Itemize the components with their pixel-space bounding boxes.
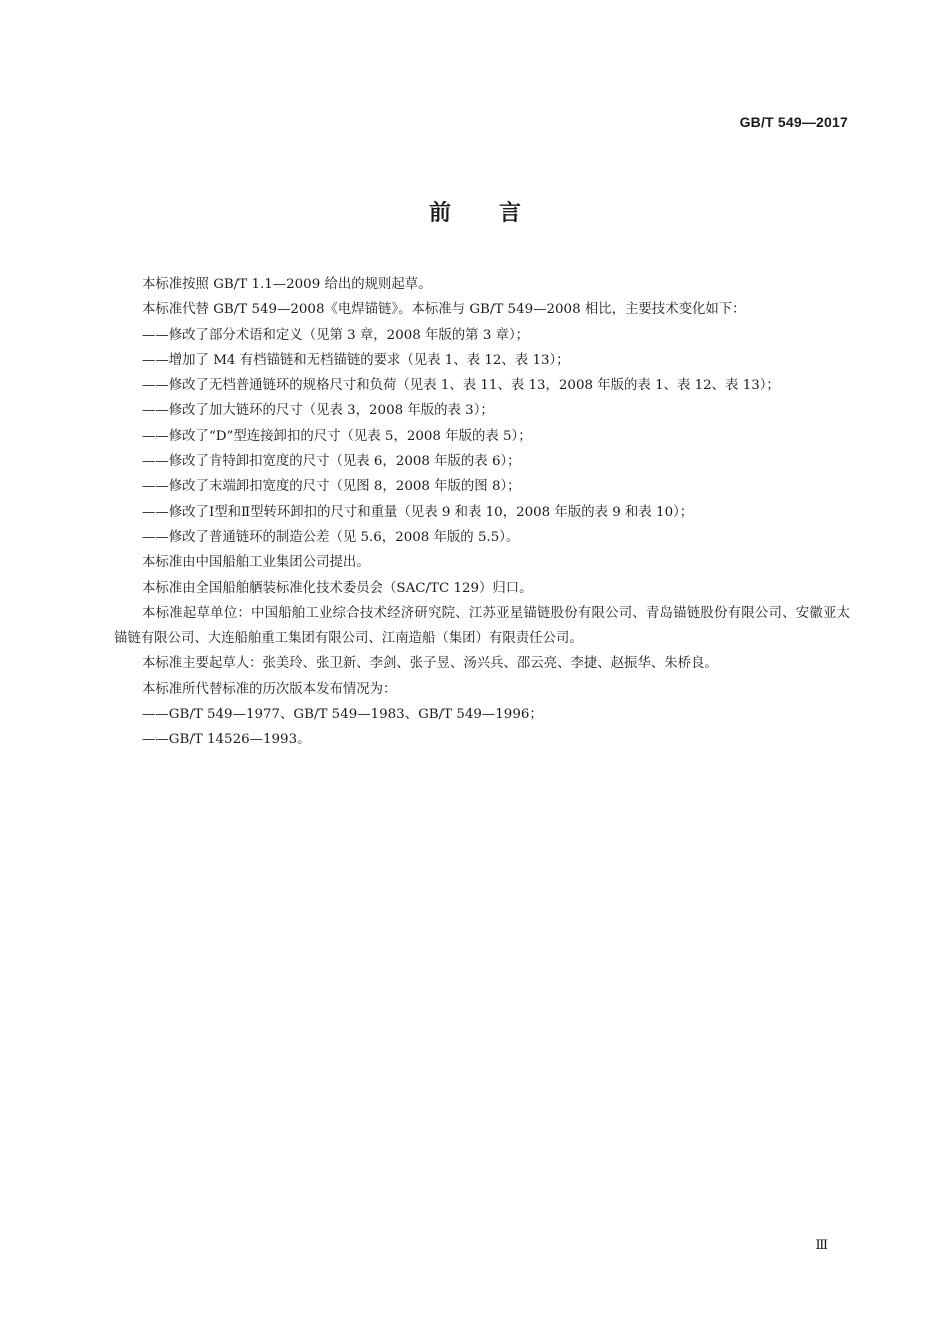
paragraph-drafting-units: 本标准起草单位：中国船舶工业综合技术经济研究院、江苏亚星锚链股份有限公司、青岛锚链股份有限公司、安徽亚太锚链有限公司、大连船舶重工集团有限公司、江南造船（集团）有限责任公司。 (114, 605, 850, 647)
change-item: ——增加了 M4 有档锚链和无档锚链的要求（见表 1、表 12、表 13）； (142, 352, 570, 368)
paragraph-drafting-rules: 本标准按照 GB/T 1.1—2009 给出的规则起草。 (142, 277, 432, 292)
standard-code: GB/T 549—2017 (739, 114, 848, 130)
change-item: ——修改了肯特卸扣宽度的尺寸（见表 6，2008 年版的表 6）； (142, 454, 521, 470)
document-body (114, 272, 850, 753)
paragraph-replacement: 本标准代替 GB/T 549—2008《电焊锚链》。本标准与 GB/T 549—2008 相比，主要技术变化如下： (142, 302, 746, 318)
paragraph-committee: 本标准由全国船舶舾装标准化技术委员会（SAC/TC 129）归口。 (142, 580, 533, 596)
change-item: ——修改了“D”型连接卸扣的尺寸（见表 5，2008 年版的表 5）； (142, 428, 532, 444)
history-item: ——GB/T 14526—1993。 (142, 732, 311, 748)
paragraph-history-intro: 本标准所代替标准的历次版本发布情况为： (142, 681, 397, 697)
change-item: ——修改了Ⅰ型和Ⅱ型转环卸扣的尺寸和重量（见表 9 和表 10，2008 年版的表 9 和表 10）； (142, 504, 694, 520)
change-item: ——修改了无档普通链环的规格尺寸和负荷（见表 1、表 11、表 13，2008 年版的表 1、表 12、表 13）； (142, 378, 780, 394)
change-item: ——修改了加大链环的尺寸（见表 3，2008 年版的表 3）； (142, 403, 494, 419)
change-item: ——修改了末端卸扣宽度的尺寸（见图 8，2008 年版的图 8）； (142, 479, 521, 495)
change-item: ——修改了部分术语和定义（见第 3 章，2008 年版的第 3 章）； (142, 327, 530, 343)
paragraph-drafters: 本标准主要起草人：张美玲、张卫新、李剑、张子昱、汤兴兵、邵云亮、李捷、赵振华、朱桥良。 (142, 656, 718, 672)
history-item: ——GB/T 549—1977、GB/T 549—1983、GB/T 549—1996； (142, 707, 543, 723)
change-item: ——修改了普通链环的制造公差（见 5.6，2008 年版的 5.5）。 (142, 529, 520, 545)
page-title: 前言 (428, 201, 569, 226)
page-number: Ⅲ (815, 1238, 828, 1253)
paragraph-proposer: 本标准由中国船舶工业集团公司提出。 (142, 555, 370, 571)
